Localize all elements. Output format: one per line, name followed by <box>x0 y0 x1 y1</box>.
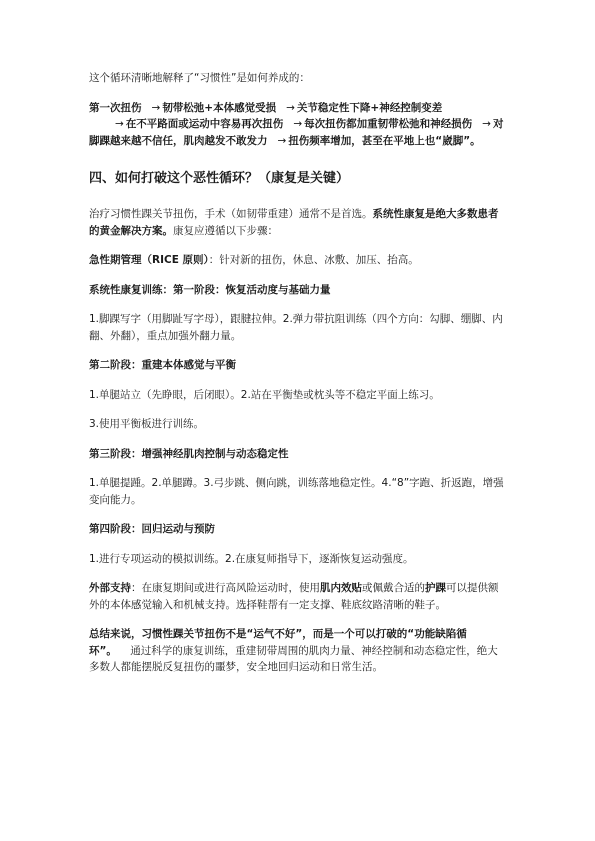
support-text: ：在康复期间或进行高风险运动时，使用 <box>131 582 320 594</box>
arrow-icon: → <box>151 101 161 114</box>
cycle-step: 每次扭伤都加重韧带松弛和神经损伤 <box>304 118 473 130</box>
stage2-title: 第二阶段：重建本体感觉与平衡 <box>89 359 236 371</box>
support-paragraph <box>89 580 507 613</box>
vicious-cycle <box>89 100 507 150</box>
support-label: 外部支持 <box>89 582 131 594</box>
rice-text: ：针对新的扭伤，休息、冰敷、加压、抬高。 <box>208 254 419 266</box>
stage2-text: 1.单腿站立（先睁眼，后闭眼）。2.站在平衡垫或枕头等不稳定平面上练习。 <box>89 388 440 401</box>
cycle-step: 第一次扭伤 <box>89 101 142 114</box>
support-emphasis: 肌内效贴 <box>320 582 362 594</box>
support-text: 可以提供额外的本体感觉输入和机械支持。选择鞋帮有一定支撑、鞋底纹路清晰的鞋子。 <box>89 582 499 611</box>
stage1-text: 1.脚踝写字（用脚趾写字母），跟腱拉伸。2.弹力带抗阻训练（四个方向：勾脚、绷脚、内翻、外翻），重点加强外翻力量。 <box>89 313 503 342</box>
arrow-icon: → <box>482 118 491 130</box>
treatment-paragraph <box>89 206 507 239</box>
support-emphasis: 护踝 <box>425 582 446 594</box>
cycle-step: 扭伤频率增加，甚至在平地上也“崴脚”。 <box>288 134 481 147</box>
paragraph-text: 康复应遵循以下步骤： <box>173 224 278 237</box>
stage4-text: 1.进行专项运动的模拟训练。2.在康复师指导下，逐渐恢复运动强度。 <box>89 552 414 565</box>
paragraph-emphasis: 系统性康复是绝大多数患者的黄金解决方案。 <box>89 208 499 237</box>
arrow-icon: → <box>115 118 124 130</box>
intro-text: 这个循环清晰地解释了“习惯性”是如何养成的： <box>89 72 310 84</box>
cycle-step: 在不平路面或运动中容易再次扭伤 <box>125 118 284 130</box>
cycle-step: 对脚踝越来越不信任，肌肉越发不敢发力 <box>89 118 504 147</box>
stage3-title: 第三阶段：增强神经肌肉控制与动态稳定性 <box>89 447 289 460</box>
arrow-icon: → <box>293 118 303 130</box>
stage2-text: 3.使用平衡板进行训练。 <box>89 418 205 430</box>
summary-emphasis: 总结来说，习惯性踝关节扭伤不是“运气不好”，而是一个可以打破的“功能缺陷循环”。 <box>89 628 467 657</box>
stage3-text: 1.单腿提踵。2.单腿蹲。3.弓步跳、侧向跳，训练落地稳定性。4.“8”字跑、折返跑，增强变向能力。 <box>89 477 504 506</box>
arrow-icon: → <box>286 101 295 114</box>
rice-label: 急性期管理（RICE 原则） <box>89 254 209 266</box>
stage4-title: 第四阶段：回归运动与预防 <box>89 523 215 535</box>
document-body <box>89 70 507 676</box>
arrow-icon: → <box>277 134 287 147</box>
paragraph-text: 治疗习惯性踝关节扭伤，手术（如韧带重建）通常不是首选。 <box>89 208 373 220</box>
support-text: 或佩戴合适的 <box>362 582 425 594</box>
cycle-step: 关节稳定性下降+神经控制变差 <box>296 101 443 114</box>
section-heading: 四、如何打破这个恶性循环？（康复是关键） <box>89 171 350 186</box>
summary-text: 通过科学的康复训练，重建韧带周围的肌肉力量、神经控制和动态稳定性，绝大多数人都能摆脱反复扭伤的噩梦，安全地回归运动和日常生活。 <box>89 644 498 673</box>
cycle-step: 韧带松弛+本体感觉受损 <box>162 101 277 114</box>
rice-paragraph <box>89 252 507 269</box>
summary-paragraph <box>89 626 507 676</box>
stage1-title: 系统性康复训练：第一阶段：恢复活动度与基础力量 <box>89 283 331 296</box>
